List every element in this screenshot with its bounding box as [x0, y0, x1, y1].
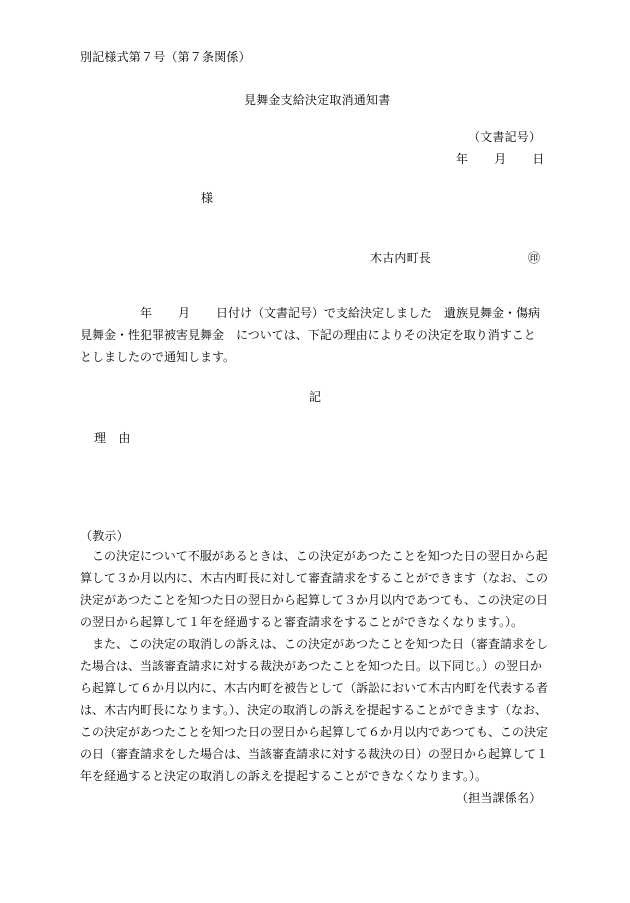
date-line [456, 152, 545, 166]
body-year: 年 [140, 306, 153, 320]
date-year: 年 [456, 152, 469, 166]
document-reference: （文書記号） [468, 130, 542, 144]
body-paragraph [80, 302, 550, 368]
ki-label: 記 [309, 390, 322, 404]
notice-heading: （教示） [80, 529, 129, 543]
form-number: 別記様式第７号（第７条関係） [80, 50, 251, 64]
document-title: 見舞金支給決定取消通知書 [244, 93, 391, 107]
body-line-1 [80, 302, 550, 324]
sender-name: 木古内町長 [370, 251, 432, 265]
notice-paragraph-1: この決定について不服があるときは、この決定があつたことを知つた日の翌日から起算して３か月以内に、木古内町長に対して審査請求をすることができます（なお、この決定があつたことを知つた日の翌日から起算して３か月以内であつても、この決定の日の翌日から起算して１年を経過すると審査請求をすることができなくなります。）。 [80, 549, 549, 629]
notice-section [80, 545, 550, 787]
notice-paragraph-2: また、この決定の取消しの訴えは、この決定があつたことを知つた日（審査請求をした場合は、当該審査請求に対する裁決があつたことを知つた日。以下同じ。）の翌日から起算して６か月以内に、木古内町を被告として（訴訟において木古内町を代表する者は、木古内町長になります。）、決定の取消しの訴えを提起することができます（なお、この決定があつたことを知つた日の翌日から起算して６か月以内であつても、この決定の日（審査請求をした場合は、当該審査請求に対する裁決の日）の翌日から起算して１年を経過すると決定の取消しの訴えを提起することができなくなります。）。 [80, 637, 549, 783]
contact-label: （担当課係名） [456, 791, 542, 805]
date-month: 月 [494, 152, 507, 166]
body-month: 月 [178, 306, 191, 320]
date-day: 日 [532, 152, 545, 166]
body-text-1: 日付け（文書記号）で支給決定しました 遺族見舞金・傷病 [216, 306, 541, 320]
reason-label: 理 由 [94, 431, 131, 445]
addressee-suffix: 様 [201, 191, 214, 205]
body-line-2: 見舞金・性犯罪被害見舞金 については、下記の理由によりその決定を取り消すこと [80, 328, 536, 342]
body-line-3: としましたので通知します。 [80, 350, 236, 364]
seal-mark: ㊞ [528, 251, 541, 265]
